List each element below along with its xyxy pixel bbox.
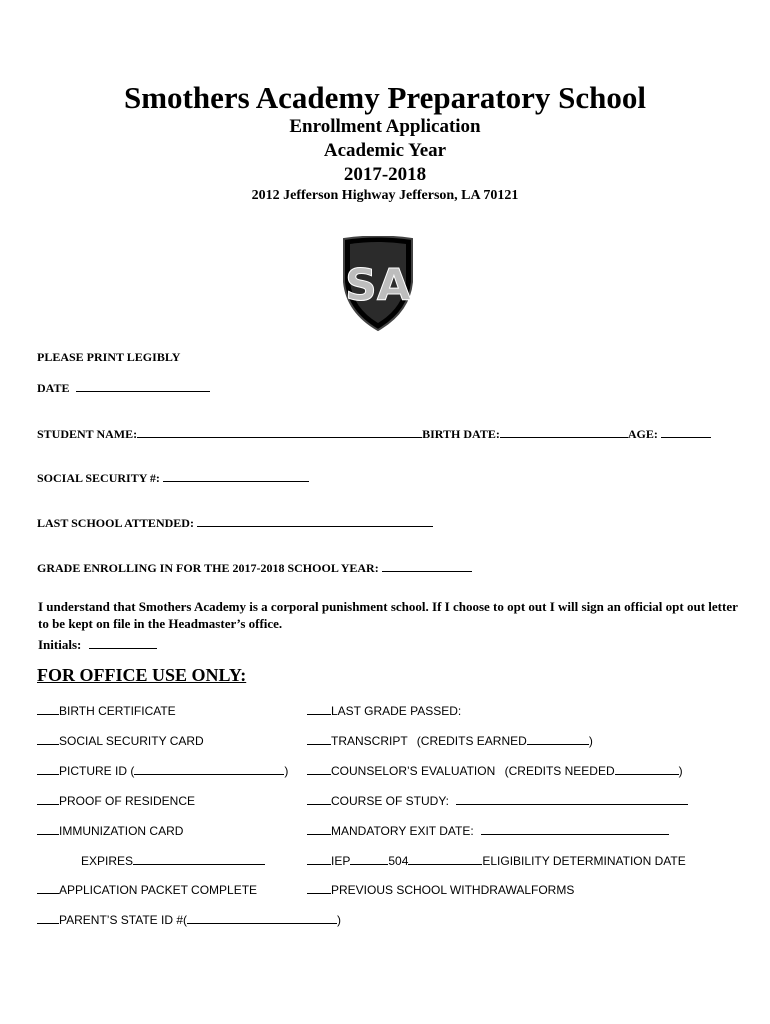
age-label: AGE: [627,427,658,441]
check-blank[interactable] [37,763,59,775]
proof-residence-label: PROOF OF RESIDENCE [59,794,196,808]
academic-year: 2017-2018 [343,164,427,185]
transcript-label: TRANSCRIPT [331,734,408,748]
close-paren: ) [337,913,342,927]
checklist-course-study [307,793,688,808]
picture-id-label: PICTURE ID ( [59,764,135,778]
previous-school-label: PREVIOUS SCHOOL WITHDRAWALFORMS [331,883,575,897]
student-name-field[interactable] [137,426,422,438]
exit-date-label: MANDATORY EXIT DATE: [331,824,474,838]
course-study-field[interactable] [456,793,688,805]
school-shield-logo [341,236,415,332]
initials-field[interactable] [89,637,157,649]
immunization-expires [81,853,265,868]
initials-row [38,637,157,653]
counselor-eval-label: COUNSELOR’S EVALUATION [331,764,496,778]
checklist-counselor [307,763,683,778]
checklist-iep [307,853,686,868]
expires-field[interactable] [133,853,265,865]
checklist-picture-id [37,763,288,778]
check-blank[interactable] [37,703,59,715]
course-study-label: COURSE OF STUDY: [331,794,450,808]
close-paren: ) [284,764,289,778]
check-blank[interactable] [37,823,59,835]
check-blank[interactable] [37,793,59,805]
birth-date-label: BIRTH DATE: [422,427,500,441]
check-blank[interactable] [37,912,59,924]
school-name: Smothers Academy Preparatory School [123,80,647,115]
credits-earned-field[interactable] [527,733,589,745]
credits-needed-field[interactable] [615,763,679,775]
credits-earned-label: (CREDITS EARNED [416,734,527,748]
corporal-punishment-statement: I understand that Smothers Academy is a corporal punishment school. If I choose to opt out I will sign an official opt out letter to be kept on file in the Headmaster’s office. [38,599,738,631]
birth-certificate-label: BIRTH CERTIFICATE [59,704,176,718]
parent-state-id-label: PARENT’S STATE ID #( [59,913,188,927]
date-row [37,380,210,396]
date-label: DATE [37,381,70,395]
check-blank[interactable] [37,733,59,745]
checklist-birth-certificate [37,703,176,718]
iep-label: IEP [331,854,351,868]
ssn-label: SOCIAL SECURITY #: [37,471,160,485]
checklist-application-packet [37,882,257,897]
application-packet-label: APPLICATION PACKET COMPLETE [59,883,258,897]
date-field[interactable] [76,380,210,392]
school-address: 2012 Jefferson Highway Jefferson, LA 70121 [251,188,519,203]
checklist-transcript [307,733,593,748]
checklist-parent-state-id [37,912,341,927]
close-paren: ) [678,764,683,778]
checklist-proof-residence [37,793,195,808]
academic-year-label: Academic Year [323,140,447,161]
exit-date-field[interactable] [481,823,669,835]
close-paren: ) [588,734,593,748]
birth-date-field[interactable] [500,426,628,438]
check-blank[interactable] [307,733,331,745]
ssn-card-label: SOCIAL SECURITY CARD [59,734,204,748]
check-blank[interactable] [37,882,59,894]
picture-id-field[interactable] [134,763,284,775]
expires-label: EXPIRES [81,854,134,868]
checklist-exit-date [307,823,669,838]
last-school-field[interactable] [197,515,433,527]
504-label: 504 [388,854,409,868]
504-field[interactable] [408,853,482,865]
checklist-previous-school [307,882,574,897]
credits-needed-label: (CREDITS NEEDED [504,764,615,778]
last-school-label: LAST SCHOOL ATTENDED: [37,516,194,530]
student-name-label: STUDENT NAME: [37,427,138,441]
ssn-row [37,470,309,486]
grade-field[interactable] [382,560,472,572]
form-title: Enrollment Application [289,116,481,137]
parent-state-id-field[interactable] [187,912,337,924]
iep-field[interactable] [350,853,388,865]
last-grade-label: LAST GRADE PASSED: [331,704,462,718]
grade-label: GRADE ENROLLING IN FOR THE 2017-2018 SCHOOL YEAR: [37,561,379,575]
grade-row [37,560,472,576]
office-use-heading: FOR OFFICE USE ONLY: [37,665,247,685]
ssn-field[interactable] [163,470,309,482]
check-blank[interactable] [307,823,331,835]
check-blank[interactable] [307,853,331,865]
checklist-immunization [37,823,183,838]
last-school-row [37,515,433,531]
initials-label: Initials: [38,637,82,652]
immunization-label: IMMUNIZATION CARD [59,824,184,838]
student-row [37,426,711,442]
check-blank[interactable] [307,763,331,775]
check-blank[interactable] [307,703,331,715]
print-instruction: PLEASE PRINT LEGIBLY [37,350,181,364]
age-field[interactable] [661,426,711,438]
check-blank[interactable] [307,793,331,805]
svg-text:SA: SA [345,260,411,311]
checklist-ssn-card [37,733,204,748]
checklist-last-grade [307,703,461,718]
check-blank[interactable] [307,882,331,894]
eligibility-label: ELIGIBILITY DETERMINATION DATE [482,854,686,868]
